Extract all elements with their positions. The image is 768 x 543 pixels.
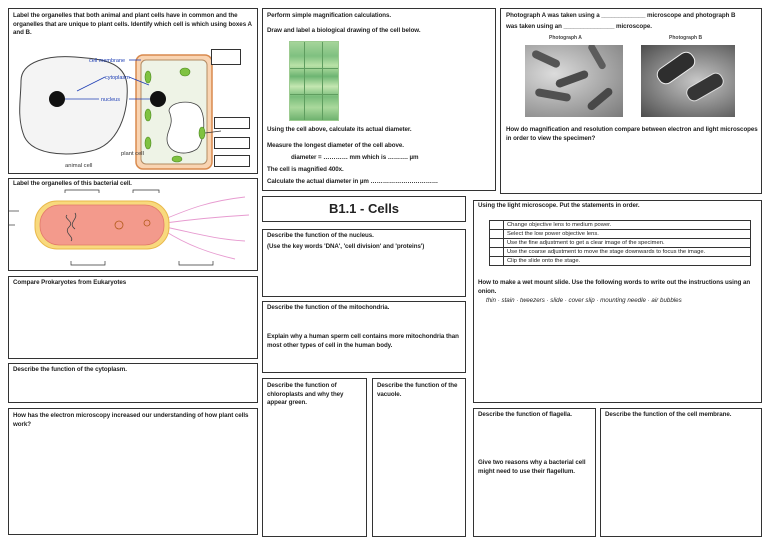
compare-question: Compare Prokaryotes from Eukaryotes xyxy=(13,279,127,286)
magnification-measure: Measure the longest diameter of the cell above. xyxy=(267,142,404,149)
steps-table xyxy=(489,220,751,266)
nucleus-question: Describe the function of the nucleus. xyxy=(267,232,374,239)
cytoplasm-box xyxy=(8,363,258,403)
vacuole-question: Describe the function of the vacuole. xyxy=(377,382,458,398)
nucleus-box xyxy=(262,229,466,297)
animal-nucleus xyxy=(49,91,65,107)
photo-b xyxy=(641,45,735,117)
mitochondria-question: Describe the function of the mitochondria. xyxy=(267,304,390,311)
label-animal-cell: animal cell xyxy=(65,163,93,169)
magnification-heading: Perform simple magnification calculations. xyxy=(267,12,392,19)
table-row[interactable] xyxy=(490,239,751,248)
step-text: Use the fine adjustment to get a clear image of the specimen. xyxy=(504,239,751,248)
light-box xyxy=(473,200,762,403)
photo-a-label: Photograph A xyxy=(549,35,582,41)
bacteria-question: Label the organelles of this bacterial cell. xyxy=(13,180,132,187)
mitochondria-sub: Explain why a human sperm cell contains more mitochondria than most other types of cell in the human body. xyxy=(267,333,459,349)
chloroplast-box xyxy=(262,378,367,537)
label-cytoplasm: cytoplasm xyxy=(105,75,130,81)
electron-box xyxy=(8,408,258,535)
table-row[interactable] xyxy=(490,257,751,266)
answer-box-2[interactable] xyxy=(214,117,250,129)
table-row[interactable] xyxy=(490,221,751,230)
plant-vacuole xyxy=(167,102,204,153)
animal-cell-shape xyxy=(20,57,128,154)
wetmount-instruction: How to make a wet mount slide. Use the following words to write out the instructions using an onion. xyxy=(478,279,751,295)
bacteria-cytoplasm xyxy=(40,205,164,245)
mitochondria-box xyxy=(262,301,466,373)
flagella-box xyxy=(473,408,596,537)
bacteria-diagram xyxy=(9,189,257,269)
answer-box-1[interactable] xyxy=(211,49,241,65)
magnification-magnified: The cell is magnified 400x. xyxy=(267,166,344,173)
vacuole-box xyxy=(372,378,466,537)
title-box xyxy=(262,196,466,222)
answer-box-4[interactable] xyxy=(214,155,250,167)
magnification-box xyxy=(262,8,496,191)
label-plant-cell: plant cell xyxy=(121,151,144,157)
chloroplast-question: Describe the function of chloroplasts and why they appear green. xyxy=(267,382,344,407)
light-heading: Using the light microscope. Put the statements in order. xyxy=(478,202,640,209)
photo-b-label: Photograph B xyxy=(669,35,703,41)
magnification-diameter: diameter = ………… mm which is ………. µm xyxy=(291,154,419,161)
electron-question: How has the electron microscopy increased our understanding of how plant cells work? xyxy=(13,412,249,428)
label-cell-membrane: cell membrane xyxy=(89,58,126,64)
membrane-question: Describe the function of the cell membrane. xyxy=(605,411,732,418)
magnification-calculate: Calculate the actual diameter in µm …………………………… xyxy=(267,178,439,185)
bacteria-box xyxy=(8,178,258,271)
page-title: B1.1 - Cells xyxy=(328,201,400,216)
table-row[interactable] xyxy=(490,248,751,257)
nucleus-hint: (Use the key words 'DNA', 'cell division' and 'proteins') xyxy=(267,243,425,250)
table-row[interactable] xyxy=(490,230,751,239)
photo-box xyxy=(500,8,762,194)
magnification-use: Using the cell above, calculate its actual diameter. xyxy=(267,126,412,133)
cytoplasm-question: Describe the function of the cytoplasm. xyxy=(13,366,127,373)
step-text: Select the low power objective lens. xyxy=(504,230,751,239)
magnification-draw: Draw and label a biological drawing of the cell below. xyxy=(267,27,421,34)
photo-line1: Photograph A was taken using a _____________ microscope and photograph B xyxy=(506,12,736,19)
photo-line2: was taken using an _______________ microscope. xyxy=(506,23,652,30)
step-text: Use the coarse adjustment to move the stage downwards to focus the image. xyxy=(504,248,751,257)
wetmount-words: thin · stain · tweezers · slide · cover slip · mounting needle · air bubbles xyxy=(486,297,682,304)
photo-question: How do magnification and resolution compare between electron and light microscopes in order to view the specimen? xyxy=(506,126,758,142)
step-text: Clip the slide onto the stage. xyxy=(504,257,751,266)
cells-question: Label the organelles that both animal and plant cells have in common and the organelles that are unique to plant cells. Identify which cell is which using boxes A and B. xyxy=(13,12,252,37)
plant-nucleus xyxy=(150,91,166,107)
compare-box xyxy=(8,276,258,359)
flagella-question: Describe the function of flagella. xyxy=(478,411,572,418)
label-nucleus: nucleus xyxy=(101,97,120,103)
membrane-box xyxy=(600,408,762,537)
step-text: Change objective lens to medium power. xyxy=(504,221,751,230)
cells-box xyxy=(8,8,258,174)
cell-photo xyxy=(289,41,339,121)
answer-box-3[interactable] xyxy=(214,137,250,149)
photo-a xyxy=(525,45,623,117)
flagella-sub: Give two reasons why a bacterial cell might need to use their flagellum. xyxy=(478,459,586,475)
